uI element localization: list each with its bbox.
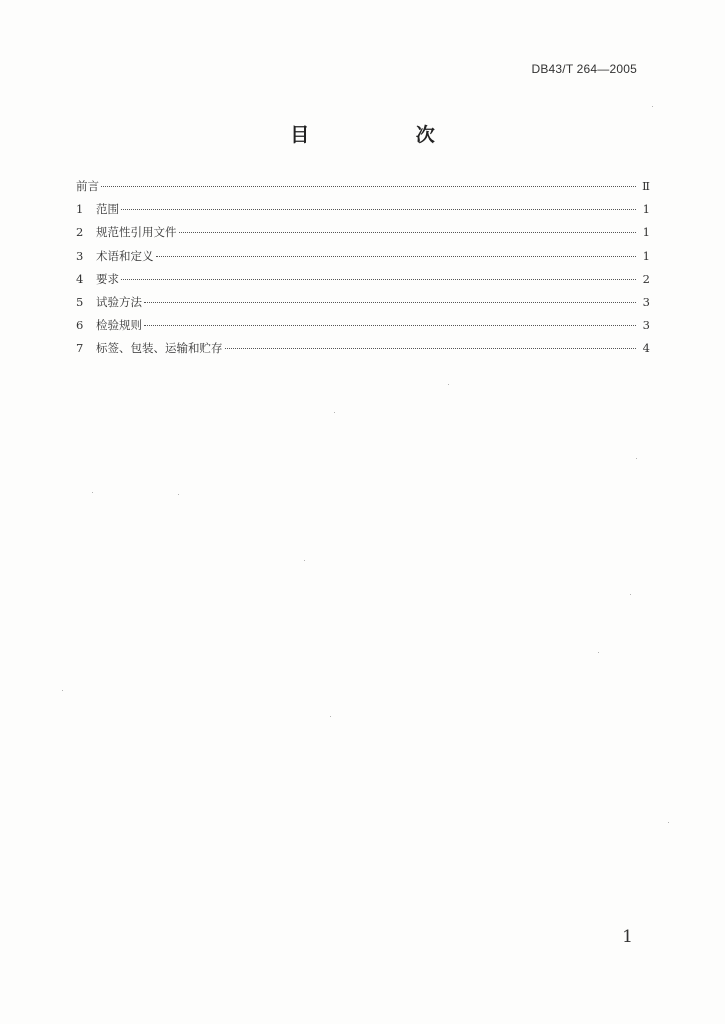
scan-speck: [304, 560, 305, 561]
scan-speck: [630, 594, 631, 595]
dot-leader: [121, 279, 636, 280]
toc-entry-number: 6: [76, 318, 84, 333]
scan-speck: [448, 384, 449, 385]
page-number: 1: [622, 927, 633, 947]
toc-entry-label: 范围: [96, 202, 119, 217]
toc-entry-foreword[interactable]: [76, 178, 650, 201]
scan-speck: [636, 458, 637, 459]
toc-entry-page: Ⅱ: [642, 179, 650, 193]
toc-entry-inspection-rules[interactable]: [76, 317, 650, 340]
toc-entry-page: 1: [642, 225, 650, 240]
toc-entry-page: 4: [642, 341, 650, 356]
dot-leader: [121, 209, 636, 210]
toc-entry-label: 检验规则: [96, 318, 142, 333]
toc-entry-number: 4: [76, 271, 84, 286]
toc-entry-scope[interactable]: [76, 201, 650, 224]
toc-entry-page: 1: [642, 248, 650, 263]
page-title: 目 次: [290, 124, 485, 146]
scan-speck: [178, 494, 179, 495]
toc-entry-terms-definitions[interactable]: [76, 248, 650, 271]
toc-entry-label: 标签、包装、运输和贮存: [96, 341, 223, 356]
table-of-contents: [76, 178, 650, 364]
dot-leader: [144, 325, 636, 326]
toc-entry-number: 5: [76, 294, 84, 309]
toc-entry-label: 规范性引用文件: [96, 225, 177, 240]
scan-speck: [668, 822, 669, 823]
toc-entry-label: 前言: [76, 179, 99, 193]
dot-leader: [101, 186, 636, 187]
toc-entry-normative-references[interactable]: [76, 224, 650, 247]
dot-leader: [144, 302, 636, 303]
toc-entry-number: 1: [76, 202, 84, 217]
toc-entry-number: 3: [76, 248, 84, 263]
toc-entry-labeling-packaging[interactable]: [76, 340, 650, 363]
dot-leader: [179, 232, 637, 233]
toc-entry-page: 3: [642, 318, 650, 333]
dot-leader: [156, 256, 637, 257]
scan-speck: [334, 412, 335, 413]
toc-entry-page: 3: [642, 294, 650, 309]
toc-entry-page: 2: [642, 271, 650, 286]
toc-entry-requirements[interactable]: [76, 271, 650, 294]
scan-speck: [598, 652, 599, 653]
scan-speck: [62, 690, 63, 691]
dot-leader: [225, 348, 637, 349]
toc-entry-label: 试验方法: [96, 294, 142, 309]
toc-entry-page: 1: [642, 202, 650, 217]
toc-entry-number: 7: [76, 341, 84, 356]
toc-entry-label: 要求: [96, 271, 119, 286]
toc-entry-number: 2: [76, 225, 84, 240]
scan-speck: [92, 492, 93, 493]
document-code: DB43/T 264—2005: [531, 62, 637, 76]
scan-speck: [330, 716, 331, 717]
toc-entry-label: 术语和定义: [96, 248, 154, 263]
scan-speck: [652, 106, 653, 107]
toc-entry-test-methods[interactable]: [76, 294, 650, 317]
